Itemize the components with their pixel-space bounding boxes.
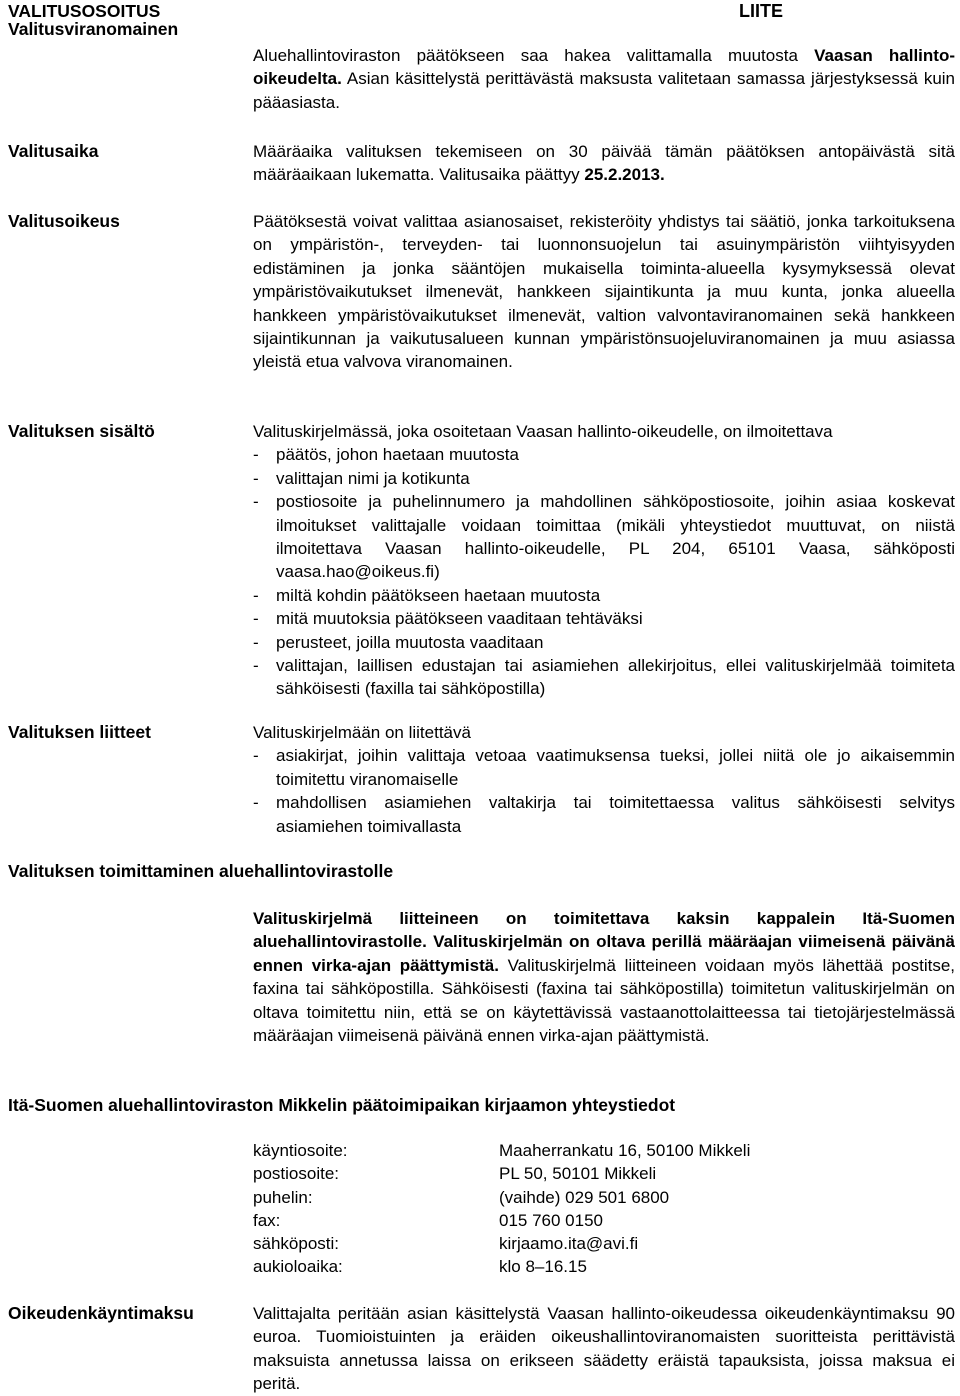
document-title: VALITUSOSOITUS bbox=[8, 1, 161, 21]
contact-value: Maaherrankatu 16, 50100 Mikkeli bbox=[499, 1141, 751, 1160]
liitteet-list bbox=[253, 744, 955, 838]
contact-key: puhelin: bbox=[253, 1187, 313, 1207]
contact-key: fax: bbox=[253, 1210, 281, 1230]
contact-value: 015 760 0150 bbox=[499, 1210, 603, 1230]
contact-row bbox=[253, 1162, 955, 1185]
contact-table bbox=[253, 1139, 955, 1279]
attachment-label: LIITE bbox=[739, 1, 783, 21]
section-text-oikeudenkayntimaksu: Valittajalta peritään asian käsittelystä Vaasan hallinto-oikeudessa oikeudenkäyntimaksu 90 euroa. Tuomioistuinten ja eräiden oikeushallintoviranomaisten suoritteista perittävistä maksuista annetussa laissa on erikseen säädetty eräistä tapauksista, joissa maksua ei peritä. bbox=[253, 1304, 955, 1394]
text-part: Aluehallintoviraston päätökseen saa hakea valittamalla muutosta bbox=[253, 46, 815, 65]
list-item: - valittajan, laillisen edustajan tai asiamiehen allekirjoitus, ellei valituskirjelmää toimiteta sähköisesti (faxilla tai sähköpostilla) bbox=[253, 654, 955, 701]
section-label-sisalto: Valituksen sisältö bbox=[8, 421, 155, 441]
list-item: - perusteet, joilla muutosta vaaditaan bbox=[253, 631, 955, 654]
section-label-yhteystiedot: Itä-Suomen aluehallintoviraston Mikkelin päätoimipaikan kirjaamon yhteystiedot bbox=[8, 1095, 676, 1115]
section-label-oikeudenkayntimaksu: Oikeudenkäyntimaksu bbox=[8, 1303, 194, 1323]
contact-row bbox=[253, 1209, 955, 1232]
list-item: - postiosoite ja puhelinnumero ja mahdollinen sähköpostiosoite, joihin asiaa koskevat ilmoitukset valittajalle voidaan toimittaa (mikäli yhteystiedot muuttuvat, on niistä ilmoitettava Vaasan hallinto-oikeudelle, PL 204, 65101 Vaasa, sähköposti vaasa.hao@oikeus.fi) bbox=[253, 490, 955, 584]
sisalto-intro: Valituskirjelmässä, joka osoitetaan Vaasan hallinto-oikeudelle, on ilmoitettava bbox=[253, 422, 833, 441]
section-text-toimittaminen bbox=[253, 907, 955, 1047]
contact-row bbox=[253, 1139, 955, 1162]
list-item: - asiakirjat, joihin valittaja vetoaa vaatimuksensa tueksi, jollei niitä ole jo aikaisemmin toimitettu viranomaiselle bbox=[253, 744, 955, 791]
list-item: - miltä kohdin päätökseen haetaan muutosta bbox=[253, 584, 955, 607]
section-label-toimittaminen: Valituksen toimittaminen aluehallintovirastolle bbox=[8, 861, 394, 881]
deadline-date: 25.2.2013. bbox=[584, 165, 665, 185]
contact-key: postiosoite: bbox=[253, 1164, 339, 1184]
list-item: - päätös, johon haetaan muutosta bbox=[253, 443, 955, 466]
delivery-deadline: Valituskirjelmän on oltava perillä määräajan viimeisenä päivänä ennen virka-ajan päättymistä. bbox=[253, 932, 955, 975]
section-text-sisalto bbox=[253, 420, 955, 701]
contact-value: (vaihde) 029 501 6800 bbox=[499, 1187, 670, 1207]
contact-value: klo 8–16.15 bbox=[499, 1257, 587, 1277]
contact-key: käyntiosoite: bbox=[253, 1141, 348, 1160]
list-item: - mahdollisen asiamiehen valtakirja tai toimitettaessa valitus sähköisesti selvitys asiamiehen toimivallasta bbox=[253, 791, 955, 838]
section-label-valitusviranomainen: Valitusviranomainen bbox=[8, 19, 179, 39]
list-item: - mitä muutoksia päätökseen vaaditaan tehtäväksi bbox=[253, 607, 955, 630]
court-name: Vaasan hallinto-oikeudelta. bbox=[253, 46, 955, 89]
section-text-valitusviranomainen bbox=[253, 44, 955, 114]
section-label-valitusoikeus: Valitusoikeus bbox=[8, 211, 120, 231]
text-part: Asian käsittelystä perittävästä maksusta valitetaan samassa järjestyksessä kuin pääasiasta. bbox=[253, 69, 955, 112]
list-item: - valittajan nimi ja kotikunta bbox=[253, 467, 955, 490]
contact-value: PL 50, 50101 Mikkeli bbox=[499, 1164, 657, 1184]
section-text-liitteet bbox=[253, 721, 955, 838]
contact-row bbox=[253, 1255, 955, 1278]
sisalto-list bbox=[253, 443, 955, 700]
contact-value: kirjaamo.ita@avi.fi bbox=[499, 1234, 639, 1254]
contact-key: aukioloaika: bbox=[253, 1257, 343, 1277]
delivery-instruction: Valituskirjelmä liitteineen on toimitettava kaksin kappalein Itä-Suomen aluehallintovirastolle. bbox=[253, 909, 955, 952]
section-text-valitusoikeus: Päätöksestä voivat valittaa asianosaiset, rekisteröity yhdistys tai säätiö, jonka tarkoituksena on ympäristön-, terveyden- tai luonnonsuojelun tai asuinympäristön viihtyisyyden edistäminen ja jonka sääntöjen mukaisella toiminta-alueella kysymyksessä olevat ympäristövaikutukset ilmenevät, hankkeen sijaintikunta ja muu kunta, jonka alueella hankkeen ympäristövaikutukset ilmenevät, valtion valvontaviranomainen sekä hankkeen sijaintikunnan ja vaikutusalueen kunnan ympäristönsuojeluviranomainen ja muu asiassa yleistä etua valvova viranomainen. bbox=[253, 212, 955, 372]
section-label-valitusaika: Valitusaika bbox=[8, 141, 99, 161]
contact-row bbox=[253, 1232, 955, 1255]
section-text-valitusaika bbox=[253, 140, 955, 187]
contact-row bbox=[253, 1186, 955, 1209]
section-label-liitteet: Valituksen liitteet bbox=[8, 722, 151, 742]
text-part: Määräaika valituksen tekemiseen on 30 päivää tämän päätöksen antopäivästä sitä määräaikaan lukematta. Valitusaika päättyy bbox=[253, 142, 955, 185]
text-part: Valituskirjelmä liitteineen voidaan myös lähettää postitse, faxina tai sähköpostilla. Sähköisesti (faxina tai sähköpostilla) toimitetun valituskirjelmän on oltava toimitettu niin, että se on käytettävissä vastaanottolaitteessa tai tietojärjestelmässä määräajan viimeisenä päivänä ennen virka-ajan päättymistä. bbox=[253, 955, 955, 1046]
contact-key: sähköposti: bbox=[253, 1234, 339, 1254]
liitteet-intro: Valituskirjelmään on liitettävä bbox=[253, 723, 471, 742]
